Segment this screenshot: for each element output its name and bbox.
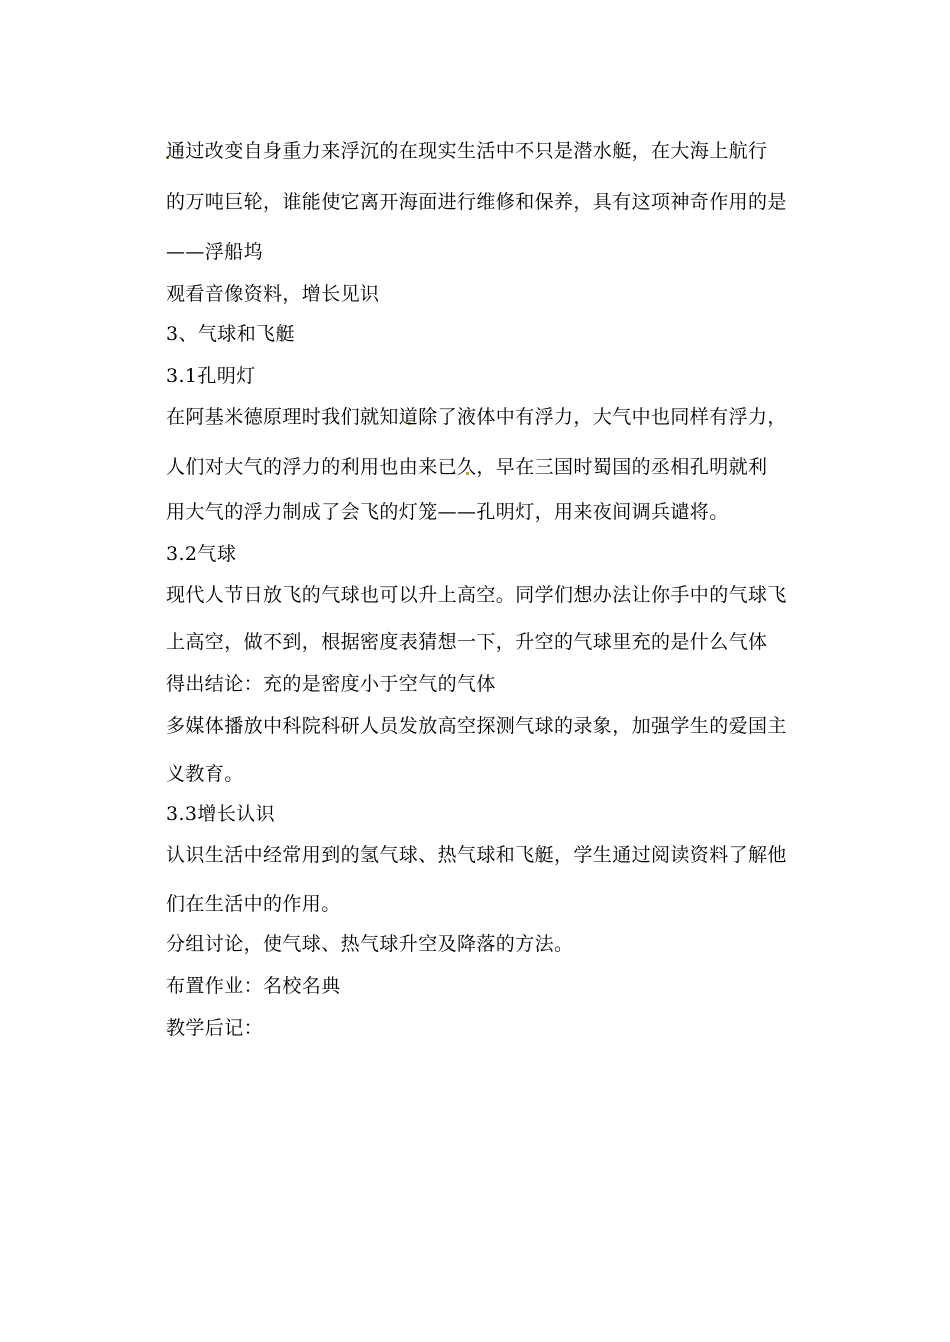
paragraph-line-13: 得出结论：充的是密度小于空气的气体 xyxy=(166,673,496,695)
paragraph-line-9: 用大气的浮力制成了会飞的灯笼——孔明灯，用来夜间调兵谴将。 xyxy=(166,501,729,523)
paragraph-line-8: 人们对大气的浮力的利用也由来已久，早在三国时蜀国的丞相孔明就利 xyxy=(166,456,768,478)
paragraph-line-17: 认识生活中经常用到的氢气球、热气球和飞艇，学生通过阅读资料了解他 xyxy=(166,844,787,866)
paragraph-line-15: 义教育。 xyxy=(166,763,244,785)
paragraph-line-18: 们在生活中的作用。 xyxy=(166,893,341,915)
paragraph-line-11: 现代人节日放飞的气球也可以升上高空。同学们想办法让你手中的气球飞 xyxy=(166,584,787,606)
section-heading-3: 3、气球和飞艇 xyxy=(166,323,295,345)
subsection-heading-3-2: 3.2气球 xyxy=(166,543,237,565)
paragraph-line-7: 在阿基米德原理时我们就知道除了液体中有浮力，大气中也同样有浮力， xyxy=(166,406,787,428)
paragraph-line-21: 教学后记： xyxy=(166,1017,264,1039)
paragraph-line-2: 的万吨巨轮，谁能使它离开海面进行维修和保养，具有这项神奇作用的是 xyxy=(166,191,787,213)
paragraph-line-4: 观看音像资料，增长见识 xyxy=(166,283,380,305)
paragraph-line-19: 分组讨论，使气球、热气球升空及降落的方法。 xyxy=(166,933,574,955)
subsection-heading-3-3: 3.3增长认识 xyxy=(166,803,276,825)
subsection-heading-3-1: 3.1孔明灯 xyxy=(166,365,256,387)
paragraph-line-14: 多媒体播放中科院科研人员发放高空探测气球的录象，加强学生的爱国主 xyxy=(166,715,787,737)
paragraph-line-12: 上高空，做不到，根据密度表猜想一下，升空的气球里充的是什么气体 xyxy=(166,631,768,653)
paragraph-line-3: ——浮船坞 xyxy=(166,241,264,263)
paragraph-line-20: 布置作业：名校名典 xyxy=(166,975,341,997)
paragraph-line-1: 通过改变自身重力来浮沉的在现实生活中不只是潜水艇，在大海上航行 xyxy=(166,140,768,162)
